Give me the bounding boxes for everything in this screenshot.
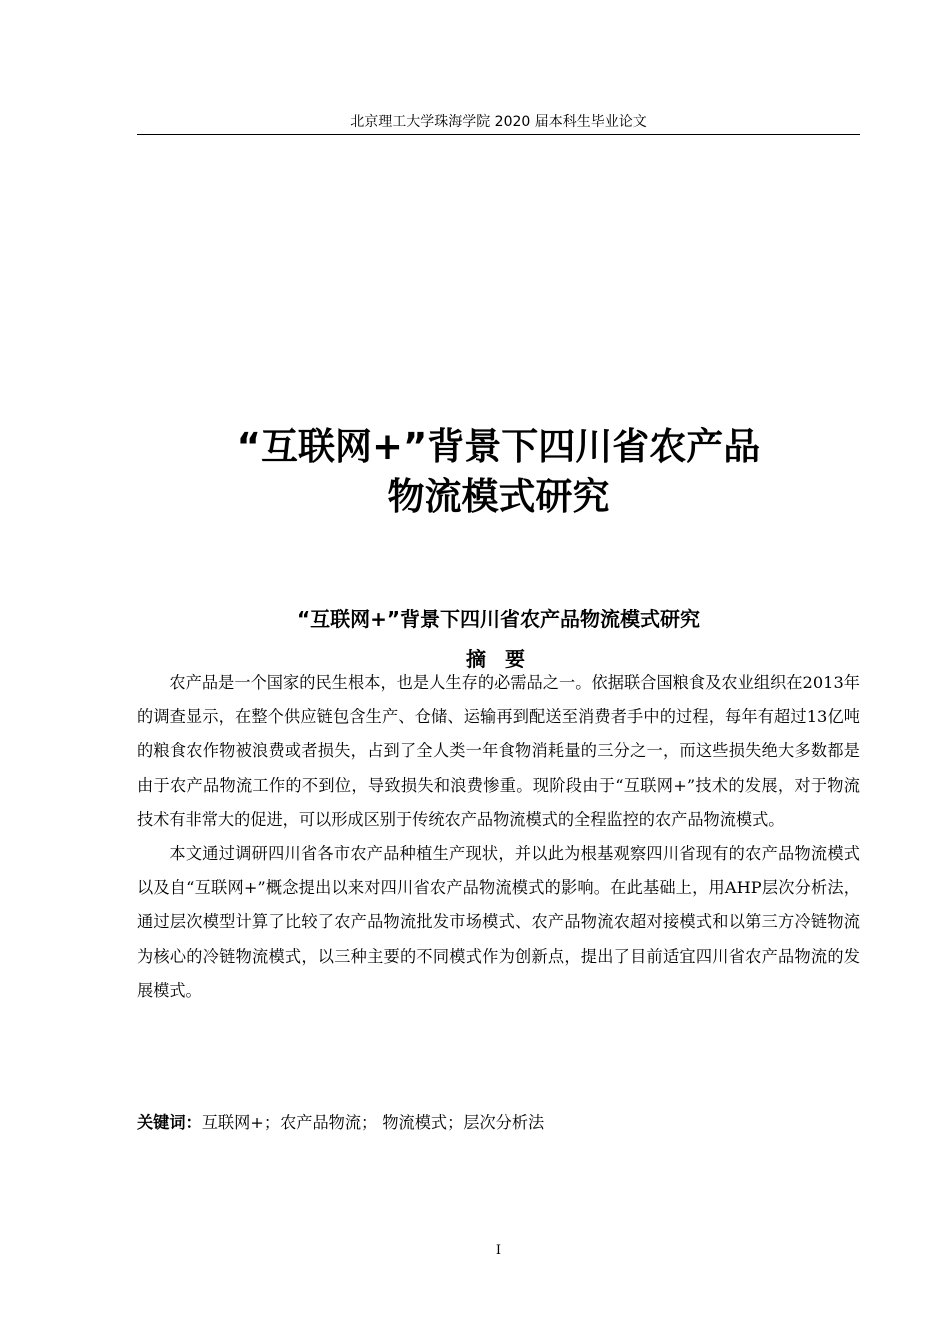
keywords-label: 关键词： <box>137 1113 202 1132</box>
thesis-title-line-2: 物流模式研究 <box>387 475 610 518</box>
abstract-paragraph-1: 农产品是一个国家的民生根本，也是人生存的必需品之一。依据联合国粮食及农业组织在2013年的调查显示，在整个供应链包含生产、仓储、运输再到配送至消费者手中的过程，每年有超过13亿吨的粮食农作物被浪费或者损失，占到了全人类一年食物消耗量的三分之一，而这些损失绝大多数都是由于农产品物流工作的不到位，导致损失和浪费惨重。现阶段由于“互联网+”技术的发展，对于物流技术有非常大的促进，可以形成区别于传统农产品物流模式的全程监控的农产品物流模式。 <box>137 673 860 829</box>
abstract-paragraph-2: 本文通过调研四川省各市农产品种植生产现状，并以此为根基观察四川省现有的农产品物流模式以及自“互联网+”概念提出以来对四川省农产品物流模式的影响。在此基础上，用AHP层次分析法，通过层次模型计算了比较了农产品物流批发市场模式、农产品物流农超对接模式和以第三方冷链物流为核心的冷链物流模式，以三种主要的不同模式作为创新点，提出了目前适宜四川省农产品物流的发展模式。 <box>137 844 860 1000</box>
keywords <box>137 1108 860 1138</box>
abstract-title: “互联网+”背景下四川省农产品物流模式研究 <box>296 607 701 631</box>
thesis-title-line-1: “互联网+”背景下四川省农产品 <box>236 425 761 468</box>
keywords-value: 互联网+；农产品物流； 物流模式；层次分析法 <box>201 1113 545 1132</box>
abstract-heading: 摘 要 <box>466 647 531 671</box>
running-header: 北京理工大学珠海学院 2020 届本科生毕业论文 <box>350 114 647 130</box>
header-rule <box>137 134 860 135</box>
abstract-body <box>137 666 860 1008</box>
page-number: I <box>495 1243 502 1258</box>
